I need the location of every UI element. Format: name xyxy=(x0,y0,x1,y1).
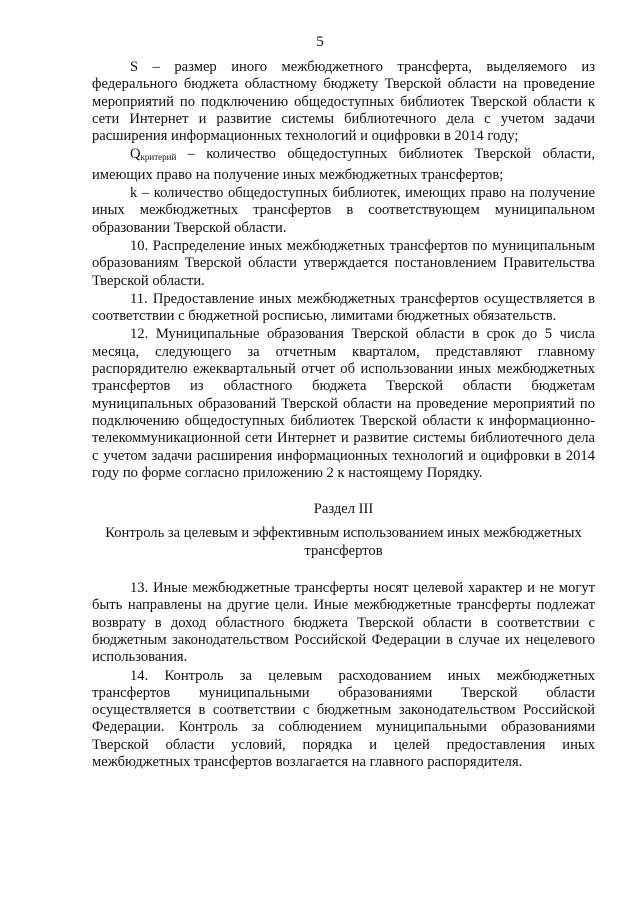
paragraph-11: 11. Предоставление иных межбюджетных трансфертов осуществляется в соответствии с бюджетной росписью, лимитами бюджетных обязательств. xyxy=(92,290,595,325)
paragraph-14: 14. Контроль за целевым расходованием иных межбюджетных трансфертов муниципальными образованиями Тверской области осуществляется в соответствии с бюджетным законодательством Российской Федерации. Контроль за соблюдением муниципальными образованиями Тверской области условий, порядка и целей предоставления иных межбюджетных трансфертов возлагается на главного распорядителя. xyxy=(92,667,595,770)
paragraph-q-definition xyxy=(92,146,595,184)
section-title: Раздел III xyxy=(313,501,374,518)
page-number: 5 xyxy=(316,34,324,50)
paragraph-s-definition: S – размер иного межбюджетного трансферта, выделяемого из федерального бюджета областному бюджету Тверской области на проведение мероприятий по подключению общедоступных библиотек Тверской области к сети Интернет и развитие системы библиотечного дела с учетом задачи расширения информационных технологий и оцифровки в 2014 году; xyxy=(92,59,595,145)
paragraph-12: 12. Муниципальные образования Тверской области в срок до 5 числа месяца, следующего за отчетным кварталом, представляют главному распорядителю ежеквартальный отчет об использовании иных межбюджетных трансфертов из областного бюджета Тверской области бюджетам муниципальных образований Тверской области на проведение мероприятий по подключению общедоступных библиотек Тверской области к информационно-телекоммуникационной сети Интернет и развитие системы библиотечного дела с учетом задачи расширения информационных технологий и оцифровки в 2014 году по форме согласно приложению 2 к настоящему Порядку. xyxy=(92,326,595,481)
section-subtitle: Контроль за целевым и эффективным использованием иных межбюджетных трансфертов xyxy=(105,525,582,559)
paragraph-10: 10. Распределение иных межбюджетных трансфертов по муниципальным образованиям Тверской области утверждается постановлением Правительства Тверской области. xyxy=(92,237,595,289)
q-definition-text: – количество общедоступных библиотек Тверской области, имеющих право на получение иных межбюджетных трансфертов; xyxy=(92,146,595,183)
paragraph-k-definition: k – количество общедоступных библиотек, имеющих право на получение иных межбюджетных трансфертов в соответствующем муниципальном образовании Тверской области. xyxy=(92,185,595,236)
paragraph-13: 13. Иные межбюджетные трансферты носят целевой характер и не могут быть направлены на другие цели. Иные межбюджетные трансферты подлежат возврату в доход областного бюджета Тверской области в соответствии с бюджетным законодательством Российской Федерации в случае их нецелевого использования. xyxy=(92,580,595,666)
q-symbol: Q xyxy=(130,146,141,163)
document-body xyxy=(92,59,595,771)
q-subscript: критерий xyxy=(140,152,177,163)
